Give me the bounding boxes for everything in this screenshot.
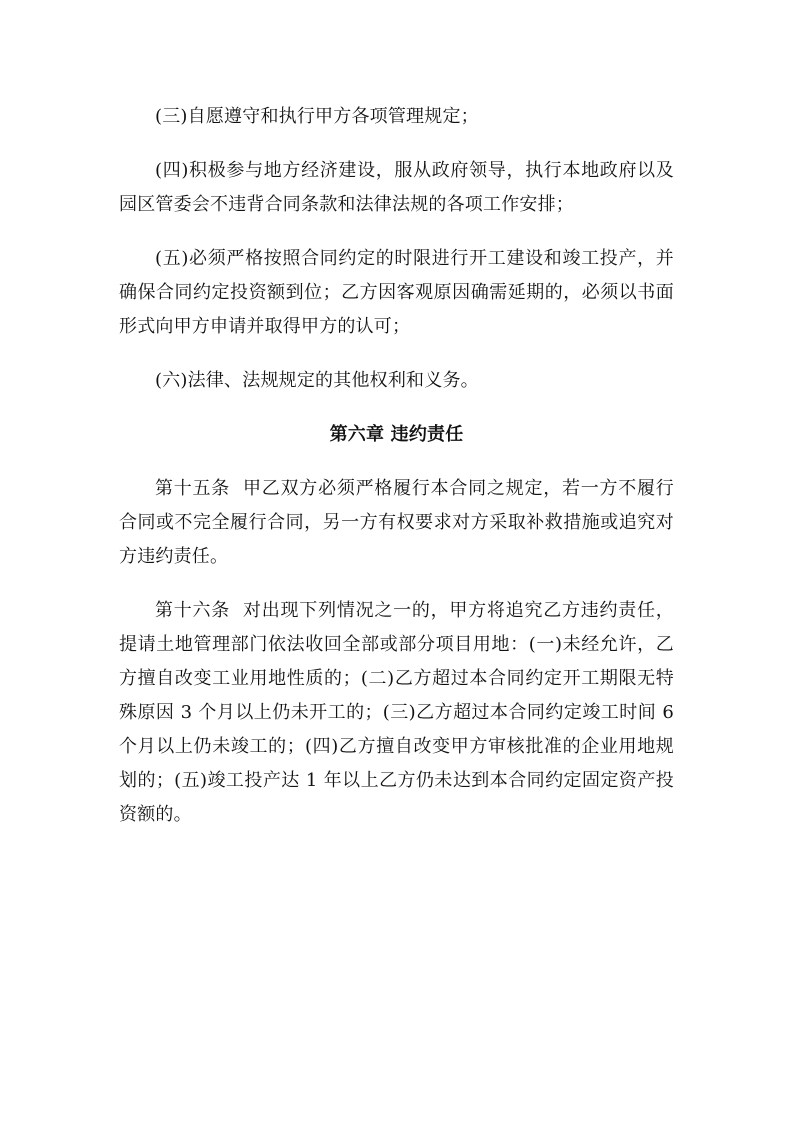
paragraph-item-4: (四)积极参与地方经济建设，服从政府领导，执行本地政府以及园区管委会不违背合同条款和法律法规的各项工作安排；: [119, 160, 674, 215]
article-16: 第十六条 对出现下列情况之一的，甲方将追究乙方违约责任，提请土地管理部门依法收回全部或部分项目用地：(一)未经允许，乙方擅自改变工业用地性质的；(二)乙方超过本合同约定开工期限无特殊原因 3 个月以上仍未开工的；(三)乙方超过本合同约定竣工时间 6 个月以上仍未竣工的；(四)乙方擅自改变甲方审核批准的企业用地规划的；(五)竣工投产达 1 年以上乙方仍未达到本合同约定固定资产投资额的。: [119, 600, 680, 825]
paragraph-item-6: (六)法律、法规规定的其他权利和义务。: [155, 370, 479, 391]
document-body: [119, 100, 680, 832]
paragraph-item-5: (五)必须严格按照合同约定的时限进行开工建设和竣工投产，并确保合同约定投资额到位；乙方因客观原因确需延期的，必须以书面形式向甲方申请并取得甲方的认可；: [119, 248, 674, 337]
chapter-heading: 第六章 违约责任: [329, 424, 464, 445]
paragraph-item-3: (三)自愿遵守和执行甲方各项管理规定；: [155, 106, 479, 127]
article-15: 第十五条 甲乙双方必须严格履行本合同之规定，若一方不履行合同或不完全履行合同，另一方有权要求对方采取补救措施或追究对方违约责任。: [119, 478, 674, 567]
